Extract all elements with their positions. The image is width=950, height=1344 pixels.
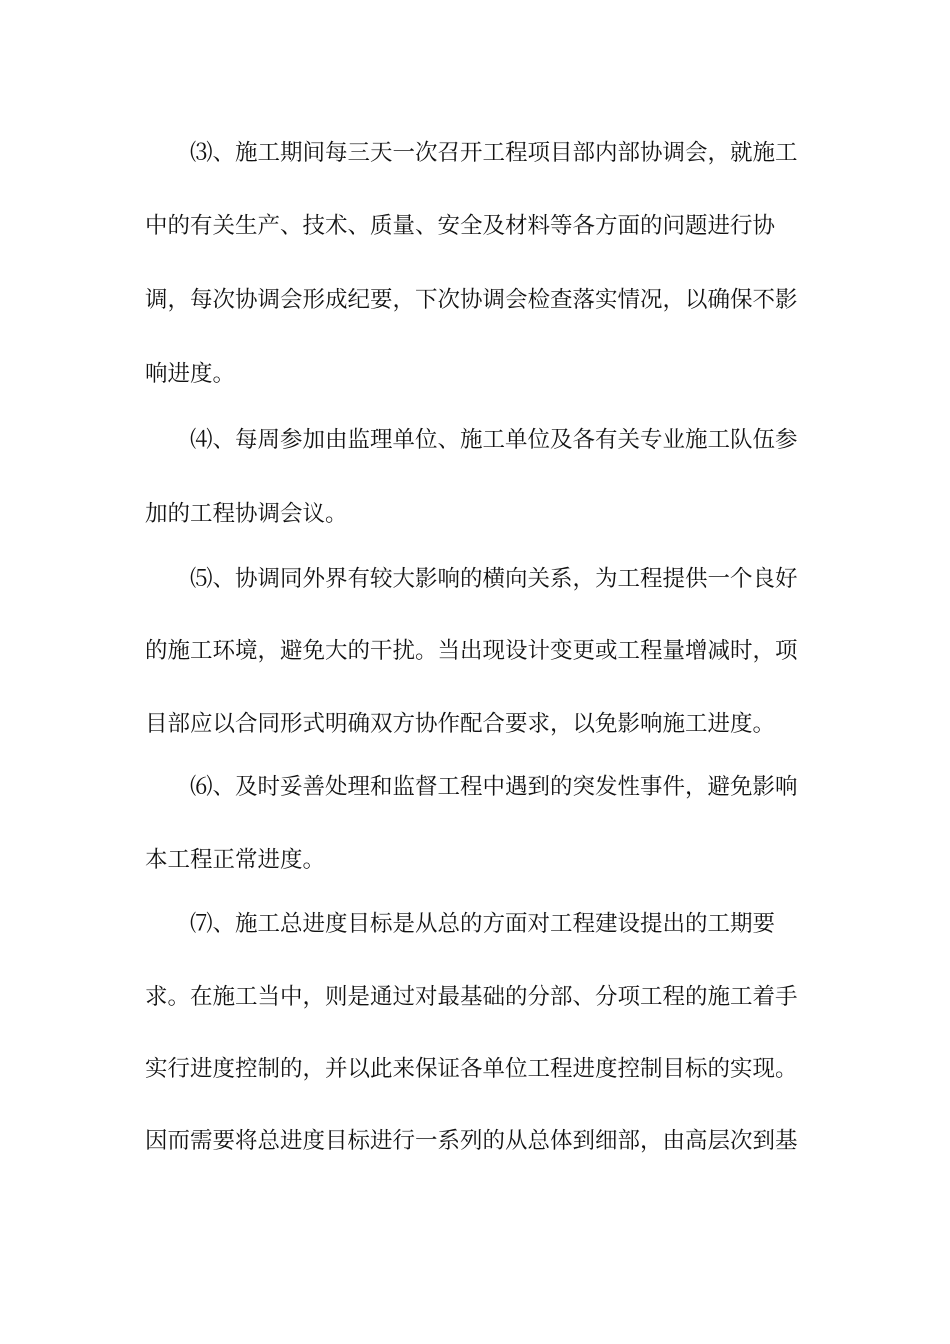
paragraph-4-line-2: 加的工程协调会议。	[145, 501, 348, 527]
paragraph-7-line-1: ⑺、施工总进度目标是从总的方面对工程建设提出的工期要	[190, 911, 776, 937]
paragraph-3-line-1: ⑶、施工期间每三天一次召开工程项目部内部协调会，就施工	[190, 140, 798, 166]
paragraph-3-line-3: 调，每次协调会形成纪要，下次协调会检查落实情况，以确保不影	[145, 287, 798, 313]
paragraph-6-line-1: ⑹、及时妥善处理和监督工程中遇到的突发性事件，避免影响	[190, 774, 798, 800]
paragraph-5-line-3: 目部应以合同形式明确双方协作配合要求，以免影响施工进度。	[145, 711, 776, 737]
paragraph-3-line-4: 响进度。	[145, 361, 236, 387]
paragraph-7-line-3: 实行进度控制的，并以此来保证各单位工程进度控制目标的实现。	[145, 1056, 798, 1082]
paragraph-5-line-2: 的施工环境，避免大的干扰。当出现设计变更或工程量增减时，项	[145, 638, 798, 664]
paragraph-3-line-2: 中的有关生产、技术、质量、安全及材料等各方面的问题进行协	[145, 213, 776, 239]
paragraph-7-line-2: 求。在施工当中，则是通过对最基础的分部、分项工程的施工着手	[145, 984, 798, 1010]
paragraph-4-line-1: ⑷、每周参加由监理单位、施工单位及各有关专业施工队伍参	[190, 427, 798, 453]
paragraph-6-line-2: 本工程正常进度。	[145, 847, 326, 873]
paragraph-7-line-4: 因而需要将总进度目标进行一系列的从总体到细部，由高层次到基	[145, 1128, 798, 1154]
paragraph-5-line-1: ⑸、协调同外界有较大影响的横向关系，为工程提供一个良好	[190, 566, 798, 592]
